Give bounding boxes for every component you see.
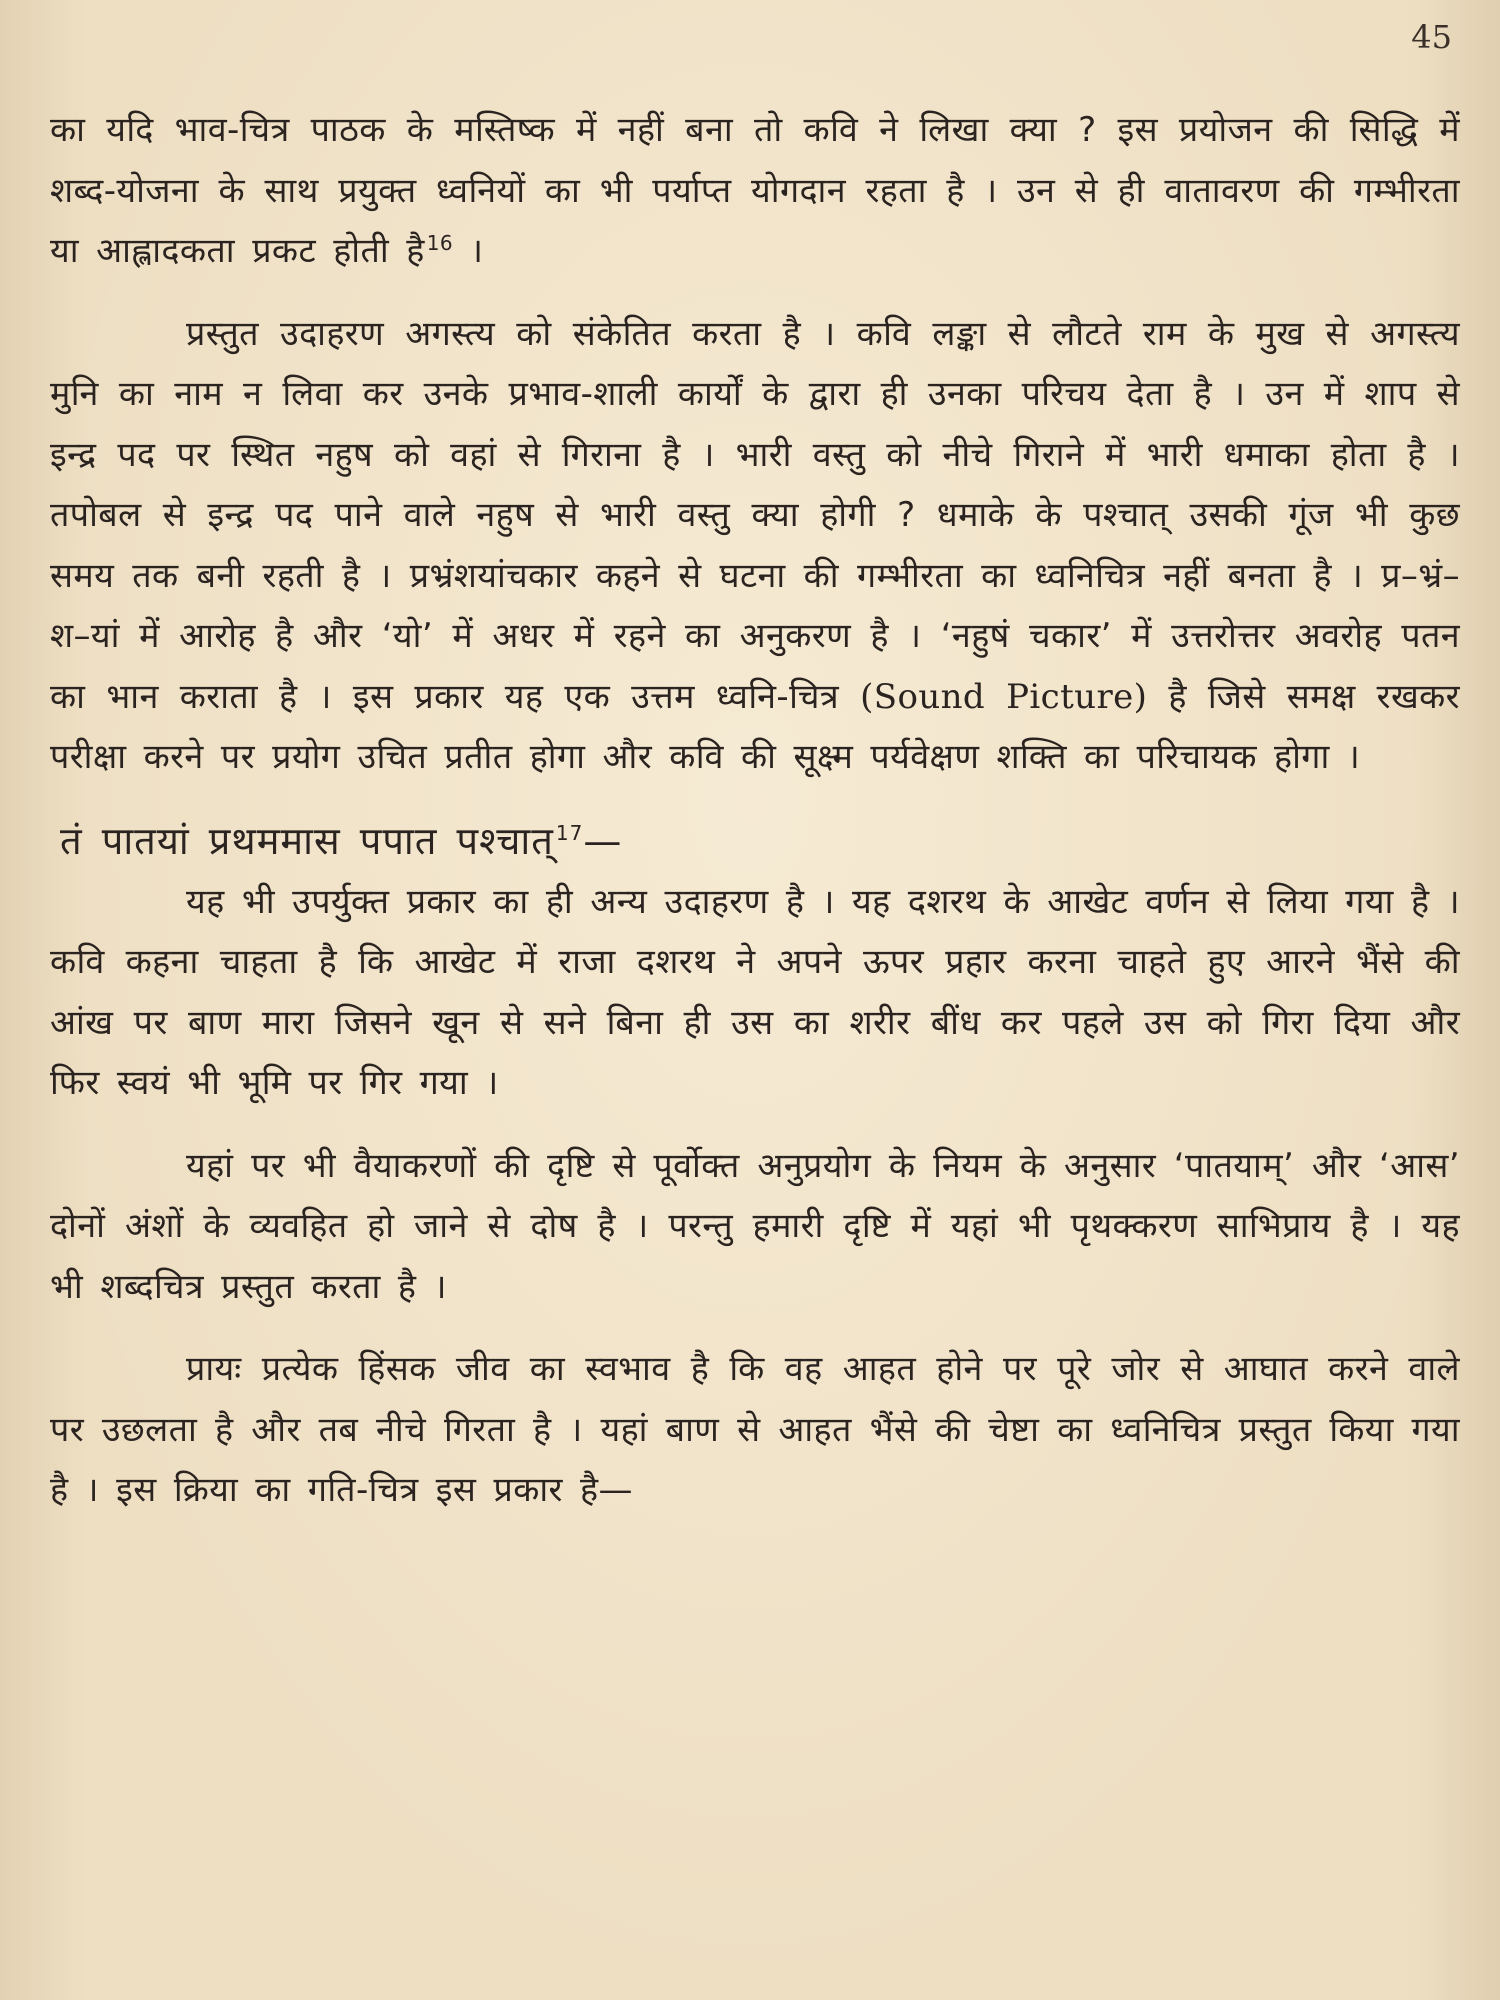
paragraph-3-text: यह भी उपर्युक्त प्रकार का ही अन्य उदाहरण है । यह दशरथ के आखेट वर्णन से लिया गया है । कवि कहना चाहता है कि आखेट में राजा दशरथ ने अपने ऊपर प्रहार करना चाहते हुए आरने भैंसे की आंख पर बाण मारा जिसने खून से सने बिना ही उस का शरीर बींध कर पहले उस को गिरा दिया और फिर स्वयं भी भूमि पर गिर गया ।	[50, 881, 1460, 1103]
sound-picture-term: (Sound Picture)	[860, 676, 1148, 717]
paragraph-3	[50, 872, 1460, 1114]
paragraph-5	[50, 1339, 1460, 1521]
page-number: 45	[1411, 18, 1452, 56]
footnote-ref-17: 17	[555, 820, 584, 845]
footnote-ref-16: 16	[426, 230, 453, 255]
verse-quote	[60, 810, 1460, 872]
paragraph-1	[50, 100, 1460, 282]
verse-text: तं पातयां प्रथममास पपात पश्चात्	[60, 818, 554, 863]
paragraph-1-text: का यदि भाव-चित्र पाठक के मस्तिष्क में नहीं बना तो कवि ने लिखा क्या ? इस प्रयोजन की सिद्धि में शब्द-योजना के साथ प्रयुक्त ध्वनियों का भी पर्याप्त योगदान रहता है । उन से ही वातावरण की गम्भीरता या आह्लादकता प्रकट होती है	[50, 110, 1460, 271]
verse-dash: —	[583, 818, 623, 863]
paragraph-4	[50, 1136, 1460, 1318]
paragraph-1-end: ।	[452, 231, 484, 271]
paragraph-5-text: प्रायः प्रत्येक हिंसक जीव का स्वभाव है कि वह आहत होने पर पूरे जोर से आघात करने वाले पर उछलता है और तब नीचे गिरता है । यहां बाण से आहत भैंसे की चेष्टा का ध्वनिचित्र प्रस्तुत किया गया है । इस क्रिया का गति-चित्र इस प्रकार है—	[50, 1349, 1460, 1510]
paragraph-2-end: है जिसे समक्ष रखकर परीक्षा करने पर प्रयोग उचित प्रतीत होगा और कवि की सूक्ष्म पर्यवेक्षण शक्ति का परिचायक होगा ।	[50, 676, 1460, 777]
page-body	[50, 100, 1460, 1543]
paragraph-4-text: यहां पर भी वैयाकरणों की दृष्टि से पूर्वोक्त अनुप्रयोग के नियम के अनुसार ‘पातयाम्’ और ‘आस’ दोनों अंशों के व्यवहित हो जाने से दोष है । परन्तु हमारी दृष्टि में यहां भी पृथक्करण साभिप्राय है । यह भी शब्दचित्र प्रस्तुत करता है ।	[50, 1145, 1460, 1307]
paragraph-2	[50, 304, 1460, 788]
paragraph-2-text: प्रस्तुत उदाहरण अगस्त्य को संकेतित करता है । कवि लङ्का से लौटते राम के मुख से अगस्त्य मुनि का नाम न लिवा कर उनके प्रभाव-शाली कार्यों के द्वारा ही उनका परिचय देता है । उन में शाप से इन्द्र पद पर स्थित नहुष को वहां से गिराना है । भारी वस्तु को नीचे गिराने में भारी धमाका होता है । तपोबल से इन्द्र पद पाने वाले नहुष से भारी वस्तु क्या होगी ? धमाके के पश्चात् उसकी गूंज भी कुछ समय तक बनी रहती है । प्रभ्रंशयांचकार कहने से घटना की गम्भीरता का ध्वनिचित्र नहीं बनता है । प्र–भ्रं–श–यां में आरोह है और ‘यो’ में अधर में रहने का अनुकरण है । ‘नहुषं चकार’ में उत्तरोत्तर अवरोह पतन का भान कराता है । इस प्रकार यह एक उत्तम ध्वनि-चित्र	[50, 313, 1460, 717]
